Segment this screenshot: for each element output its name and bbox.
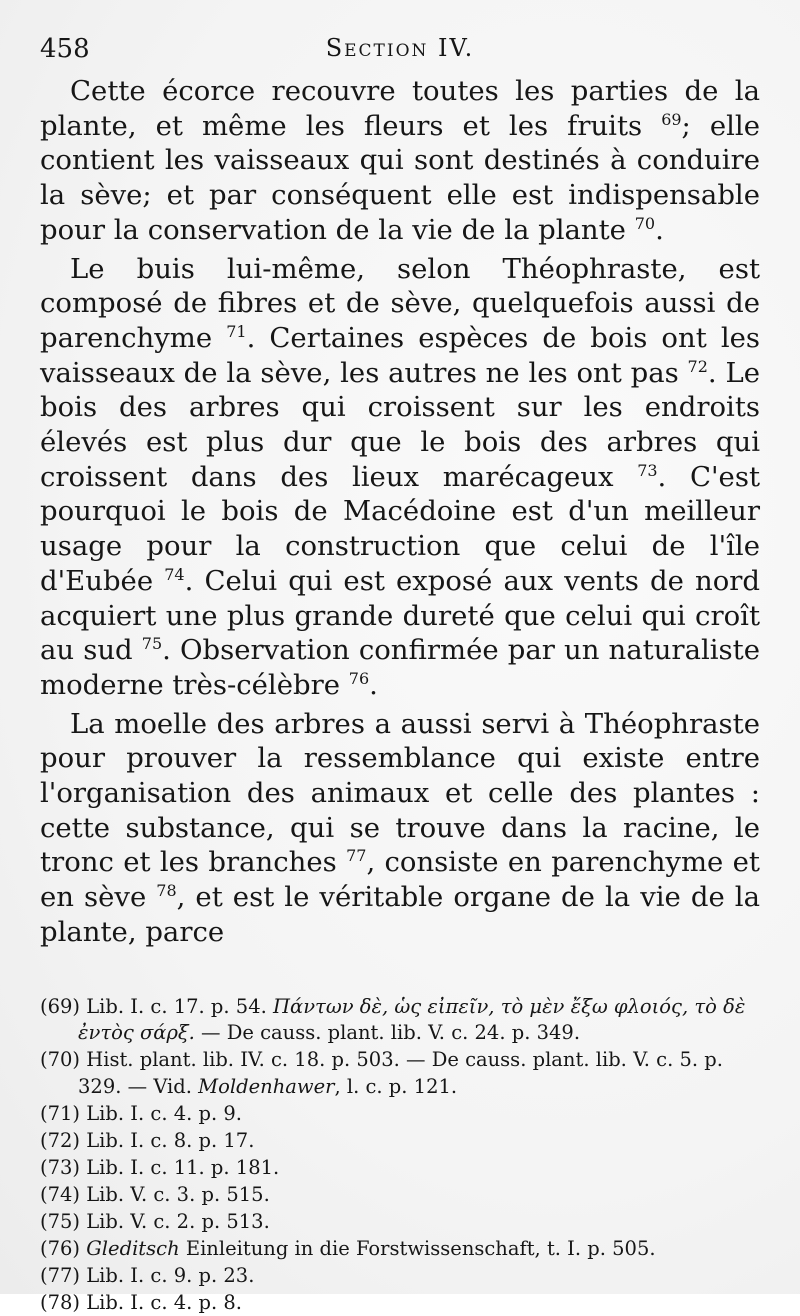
footnote <box>40 1236 760 1263</box>
footnote <box>40 1128 760 1155</box>
footnote-reference: 74 <box>164 564 185 584</box>
footnote-reference: 72 <box>687 356 708 376</box>
footnote <box>40 1155 760 1182</box>
footnote <box>40 1209 760 1236</box>
text-run: . Celui qui est exposé aux vents de nord acquiert une plus grande dureté que celui qui croît au sud <box>40 564 761 667</box>
text-run: . <box>369 668 378 701</box>
text-run: . C'est pourquoi le bois de Macédoine est d'un meilleur usage pour la construction que celui de l'île d'Eubée <box>40 460 760 597</box>
footnote-reference: 77 <box>346 846 367 866</box>
main-text <box>40 74 760 950</box>
text-run: (71) Lib. I. c. 4. p. 9. <box>40 1102 242 1126</box>
footnote-reference: 75 <box>141 634 163 654</box>
footnote-reference: 73 <box>637 460 658 480</box>
greek-quotation: Πάντων δὲ, ὡς εἰπεῖν, τὸ μὲν ἔξω φλοιός, τὸ δὲ ἐντὸς σάρξ. <box>78 994 746 1045</box>
footnote <box>40 994 760 1048</box>
italic-name: Gleditsch <box>86 1236 180 1260</box>
italic-name: Moldenhawer <box>198 1075 335 1099</box>
text-run: , l. c. p. 121. <box>334 1075 458 1099</box>
footnote <box>40 1101 760 1128</box>
footnote-reference: 76 <box>348 668 370 688</box>
text-run: — De causs. plant. lib. V. c. 24. p. 349. <box>194 1021 581 1045</box>
footnote-reference: 70 <box>634 213 656 233</box>
paragraph <box>40 252 760 703</box>
text-run: Cette écorce recouvre toutes les parties de la plante, et même les fleurs et les fruits <box>40 75 760 142</box>
footnote-reference: 71 <box>226 321 247 341</box>
footnotes <box>40 994 760 1316</box>
text-run: . <box>655 213 664 246</box>
text-run: (78) Lib. I. c. 4. p. 8. <box>40 1290 242 1314</box>
paragraph <box>40 74 760 248</box>
footnote <box>40 1047 760 1101</box>
text-run: . Observation confirmée par un naturaliste moderne très-célèbre <box>40 634 760 701</box>
text-run: ; elle contient les vaisseaux qui sont destinés à conduire la sève; et par conséquent elle est indispensable pour la conservation de la vie de la plante <box>40 109 760 246</box>
paragraph <box>40 707 760 950</box>
page-header <box>40 30 760 74</box>
text-run: (70) Hist. plant. lib. IV. c. 18. p. 503. — De causs. plant. lib. V. c. 5. p. 329. — Vid. <box>40 1048 723 1099</box>
text-run: La moelle des arbres a aussi servi à Théophraste pour prouver la ressemblance qui existe entre l'organisation des animaux et celle des plantes : cette substance, qui se trouve dans la racine, le tronc et les branches <box>40 707 760 879</box>
text-run: Le buis lui-même, selon Théophraste, est composé de fibres et de sève, quelquefois aussi de parenchyme <box>40 252 760 354</box>
text-run: . Certaines espèces de bois ont les vaisseaux de la sève, les autres ne les ont pas <box>40 321 760 389</box>
text-run: . Le bois des arbres qui croissent sur les endroits élevés est plus dur que le bois des arbres qui croissent dans des lieux marécageux <box>40 356 760 493</box>
footnote <box>40 1182 760 1209</box>
footnote-reference: 69 <box>661 109 682 129</box>
text-run: , et est le véritable organe de la vie de la plante, parce <box>40 881 760 948</box>
page-number: 458 <box>40 34 90 64</box>
running-head: Section IV. <box>325 34 475 62</box>
text-run: (69) Lib. I. c. 17. p. 54. <box>40 994 274 1018</box>
text-run: (74) Lib. V. c. 3. p. 515. <box>40 1182 270 1206</box>
footnote-reference: 78 <box>156 881 177 901</box>
text-run: (72) Lib. I. c. 8. p. 17. <box>40 1129 255 1153</box>
footnote <box>40 1263 760 1290</box>
text-run: (73) Lib. I. c. 11. p. 181. <box>40 1156 280 1180</box>
text-run: (75) Lib. V. c. 2. p. 513. <box>40 1209 270 1233</box>
text-run: , consiste en parenchyme et en sève <box>40 846 760 914</box>
text-run: Einleitung in die Forstwissenschaft, t. I. p. 505. <box>179 1236 656 1260</box>
text-run: (76) <box>40 1236 87 1260</box>
text-run: (77) Lib. I. c. 9. p. 23. <box>40 1263 255 1287</box>
